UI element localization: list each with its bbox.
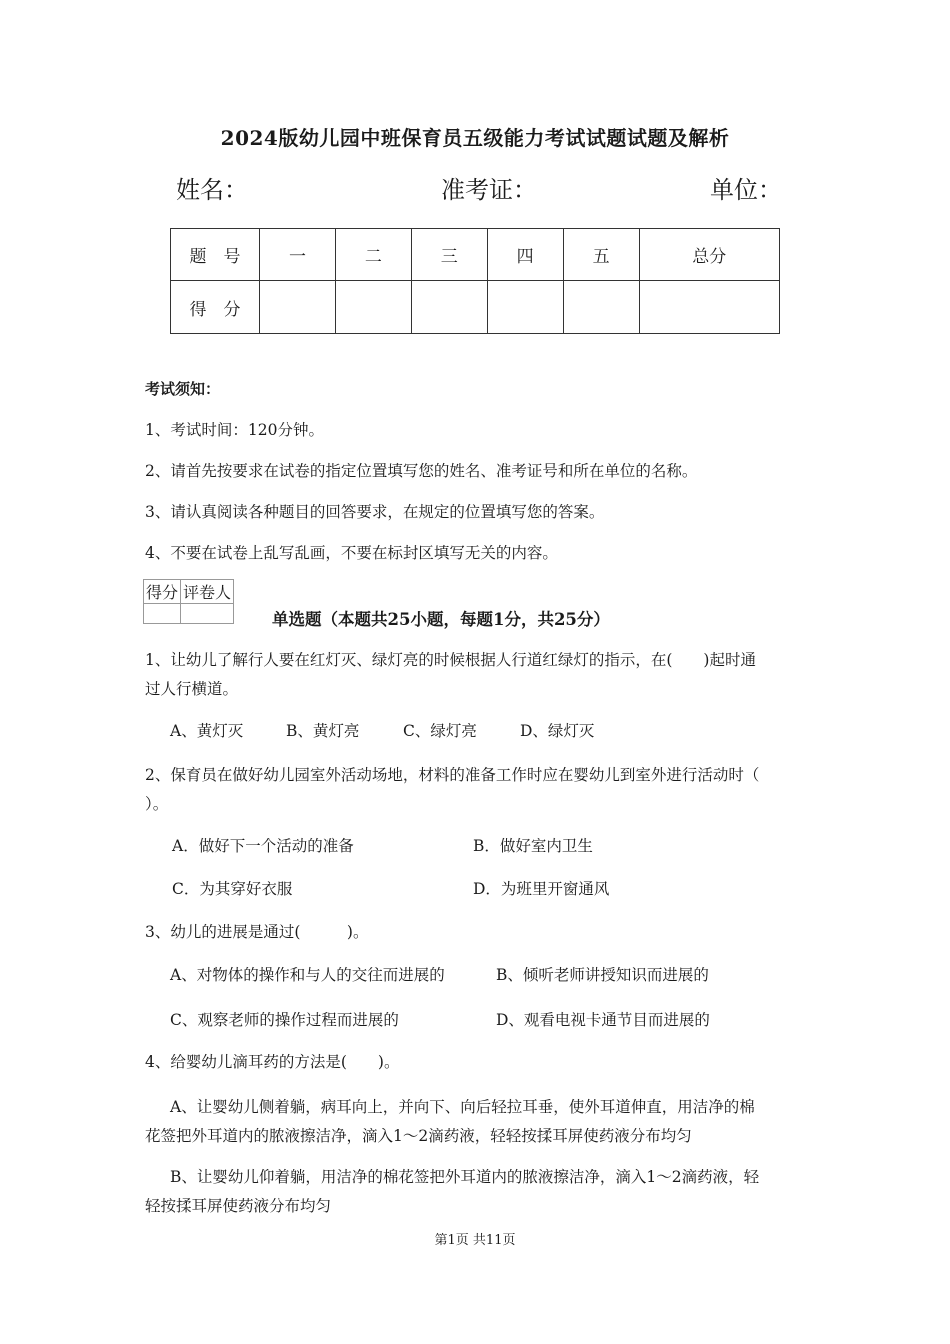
question-3-option-b[interactable]: B、倾听老师讲授知识而进展的 [496, 966, 709, 984]
unit-label: 单位： [710, 176, 782, 204]
page-footer: 第1页 共11页 [434, 1233, 516, 1248]
score-row-label: 得 分 [171, 281, 260, 334]
notice-heading: 考试须知： [145, 380, 221, 398]
question-1-text: 1、让幼儿了解行人要在红灯灭、绿灯亮的时候根据人行道红绿灯的指示，在( )起时通 [145, 651, 756, 669]
grader-reviewer-label: 评卷人 [181, 580, 234, 604]
question-2-text-cont: ）。 [145, 795, 169, 813]
name-label: 姓名： [176, 176, 248, 204]
question-4-option-b-cont: 轻按揉耳屏使药液分布均匀 [145, 1197, 332, 1215]
question-2-option-d[interactable]: D．为班里开窗通风 [473, 880, 610, 898]
question-3-text: 3、幼儿的进展是通过( )。 [145, 923, 369, 941]
question-2-option-b[interactable]: B．做好室内卫生 [473, 837, 593, 855]
question-1-option-d[interactable]: D、绿灯灭 [520, 722, 595, 740]
question-1-option-a[interactable]: A、黄灯灭 [170, 722, 244, 740]
question-1-text-cont: 过人行横道。 [145, 680, 239, 698]
section-title: 单选题（本题共25小题，每题1分，共25分） [272, 610, 610, 629]
question-4-option-b[interactable]: B、让婴幼儿仰着躺，用洁净的棉花签把外耳道内的脓液擦洁净，滴入1～2滴药液，轻 [170, 1168, 760, 1186]
score-table-score-row [171, 281, 780, 334]
notice-item: 4、不要在试卷上乱写乱画，不要在标封区填写无关的内容。 [145, 544, 558, 562]
header-cell-3: 三 [411, 229, 487, 281]
score-cell-5[interactable] [563, 281, 639, 334]
score-cell-total[interactable] [639, 281, 779, 334]
grader-reviewer-cell[interactable] [181, 604, 234, 624]
grader-score-label: 得分 [144, 580, 181, 604]
score-cell-3[interactable] [411, 281, 487, 334]
score-cell-2[interactable] [335, 281, 411, 334]
question-1-option-b[interactable]: B、黄灯亮 [286, 722, 360, 740]
score-table [170, 228, 780, 334]
question-2-option-c[interactable]: C．为其穿好衣服 [172, 880, 293, 898]
grader-box [143, 579, 234, 624]
question-4-option-a[interactable]: A、让婴幼儿侧着躺，病耳向上，并向下、向后轻拉耳垂，使外耳道伸直，用洁净的棉 [170, 1098, 755, 1116]
header-cell-4: 四 [487, 229, 563, 281]
exam-number-label: 准考证： [441, 176, 537, 204]
header-cell-question-no: 题 号 [171, 229, 260, 281]
grader-score-cell[interactable] [144, 604, 181, 624]
notice-item: 1、考试时间：120分钟。 [145, 421, 324, 439]
header-cell-2: 二 [335, 229, 411, 281]
question-3-option-c[interactable]: C、观察老师的操作过程而进展的 [170, 1011, 399, 1029]
question-3-option-a[interactable]: A、对物体的操作和与人的交往而进展的 [170, 966, 445, 984]
score-table-header-row [171, 229, 780, 281]
score-cell-4[interactable] [487, 281, 563, 334]
question-1-option-c[interactable]: C、绿灯亮 [403, 722, 477, 740]
notice-item: 2、请首先按要求在试卷的指定位置填写您的姓名、准考证号和所在单位的名称。 [145, 462, 698, 480]
score-cell-1[interactable] [260, 281, 336, 334]
page-title: 2024版幼儿园中班保育员五级能力考试试题试题及解析 [220, 126, 730, 150]
header-cell-5: 五 [563, 229, 639, 281]
header-cell-total: 总分 [639, 229, 779, 281]
header-cell-1: 一 [260, 229, 336, 281]
question-2-text: 2、保育员在做好幼儿园室外活动场地，材料的准备工作时应在婴幼儿到室外进行活动时（ [145, 766, 760, 784]
question-2-option-a[interactable]: A．做好下一个活动的准备 [172, 837, 354, 855]
question-3-option-d[interactable]: D、观看电视卡通节目而进展的 [496, 1011, 710, 1029]
notice-item: 3、请认真阅读各种题目的回答要求，在规定的位置填写您的答案。 [145, 503, 605, 521]
question-4-text: 4、给婴幼儿滴耳药的方法是( )。 [145, 1053, 400, 1071]
question-4-option-a-cont: 花签把外耳道内的脓液擦洁净，滴入1～2滴药液，轻轻按揉耳屏使药液分布均匀 [145, 1127, 692, 1145]
